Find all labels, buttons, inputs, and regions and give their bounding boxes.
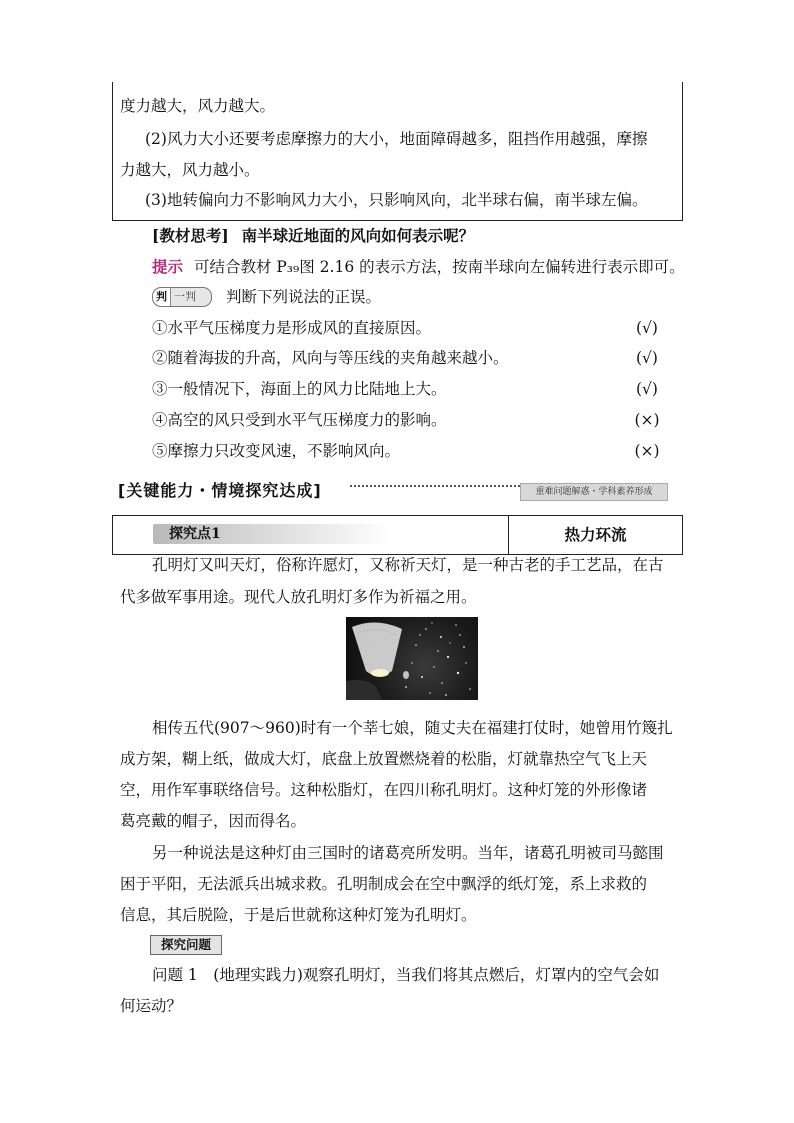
textbook-think (152, 226, 474, 246)
explore-point-topic: 热力环流 (564, 525, 627, 544)
p2-line-4: 葛亮戴的帽子，因而得名。 (120, 812, 307, 830)
box-line-2: (2)风力大小还要考虑摩擦力的大小，地面障碍越多，阻挡作用越强，摩擦 (145, 130, 648, 148)
judge-item-2: ②随着海拔的升高，风向与等压线的夹角越来越小。 (152, 349, 509, 367)
judge-badge (152, 287, 212, 307)
judge-mark-2: (√) (636, 349, 658, 367)
question-1-line-2: 何运动？ (120, 997, 183, 1015)
question-1-line-1: 问题 1 (地理实践力)观察孔明灯，当我们将其点燃后，灯罩内的空气会如 (152, 966, 660, 984)
judge-badge-char: 判 (153, 288, 171, 306)
textbook-think-question: 南半球近地面的风向如何表示呢？ (241, 226, 475, 245)
explore-point-label: 探究点1 (169, 526, 221, 542)
hint-text: 可结合教材 P₃₉图 2.16 的表示方法，按南半球向左偏转进行表示即可。 (193, 258, 685, 276)
p1-line-2: 代多做军事用途。现代人放孔明灯多作为祈福之用。 (120, 588, 477, 606)
p2-line-3: 空，用作军事联络信号。这种松脂灯，在四川称孔明灯。这种灯笼的外形像诸 (120, 781, 648, 799)
hint-label: 提示 (152, 257, 184, 276)
judge-item-5: ⑤摩擦力只改变风速，不影响风向。 (152, 442, 401, 460)
box-line-1: 度力越大，风力越大。 (120, 97, 276, 115)
judge-item-3: ③一般情况下，海面上的风力比陆地上大。 (152, 380, 447, 398)
judge-mark-1: (√) (636, 319, 658, 337)
box-line-4: (3)地转偏向力不影响风力大小，只影响风向，北半球右偏，南半球左偏。 (145, 191, 648, 209)
judge-intro: 判断下列说法的正误。 (226, 288, 382, 306)
judge-badge-rest: 一判 (174, 290, 196, 303)
explore-question-label: 探究问题 (150, 935, 222, 955)
p2-line-1: 相传五代(907～960)时有一个莘七娘，随丈夫在福建打仗时，她曾用竹篾扎 (152, 719, 673, 737)
judge-mark-4: (×) (634, 411, 660, 429)
section-tag: 重难问题解惑・学科素养形成 (520, 483, 668, 501)
section-title: [关键能力・情境探究达成] (118, 481, 322, 500)
textbook-think-label: [教材思考] (152, 226, 229, 245)
p2-line-2: 成方架，糊上纸，做成大灯，底盘上放置燃烧着的松脂，灯就靠热空气飞上天 (120, 750, 648, 768)
p1-line-1: 孔明灯又叫天灯，俗称许愿灯，又称祈天灯，是一种古老的手工艺品，在古 (152, 556, 664, 574)
judge-mark-3: (√) (636, 380, 658, 398)
sky-lantern-illustration (346, 617, 478, 700)
section-divider (350, 485, 520, 487)
p3-line-1: 另一种说法是这种灯由三国时的诸葛亮所发明。当年，诸葛孔明被司马懿围 (152, 844, 664, 862)
p3-line-2: 困于平阳，无法派兵出城求救。孔明制成会在空中飘浮的纸灯笼，系上求救的 (120, 875, 648, 893)
judge-item-4: ④高空的风只受到水平气压梯度力的影响。 (152, 411, 447, 429)
sky-lantern-photo (346, 617, 478, 700)
judge-mark-5: (×) (634, 442, 660, 460)
p3-line-3: 信息，其后脱险，于是后世就称这种灯笼为孔明灯。 (120, 906, 477, 924)
judge-item-1: ①水平气压梯度力是形成风的直接原因。 (152, 319, 432, 337)
hint-line (152, 257, 685, 277)
explore-point-box (112, 515, 683, 555)
box-line-3: 力越大，风力越小。 (120, 161, 260, 179)
